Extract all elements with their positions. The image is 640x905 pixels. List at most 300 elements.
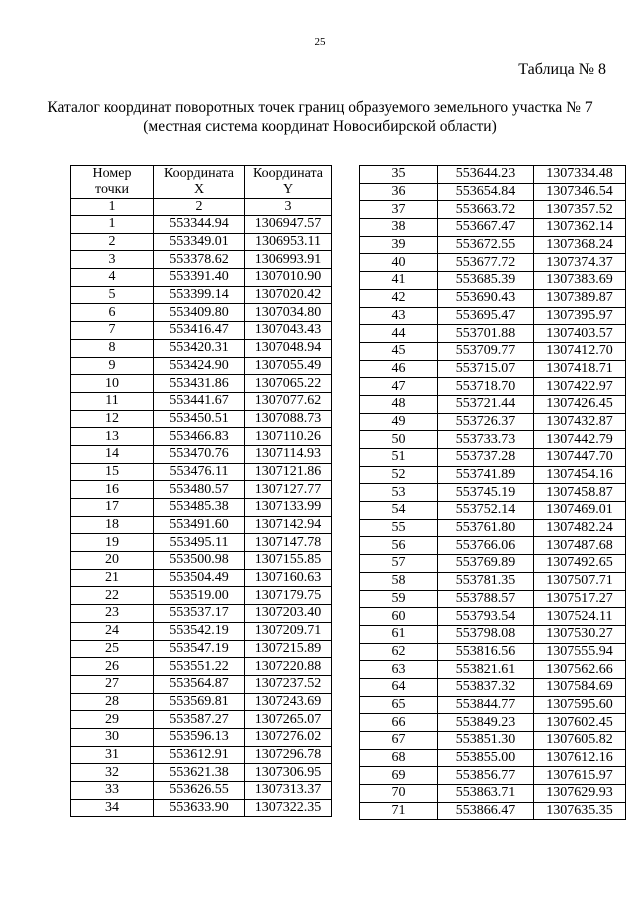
point-number-cell: 30	[71, 728, 154, 746]
coordinate-y-cell: 1307395.97	[534, 307, 626, 325]
coordinate-y-cell: 1307403.57	[534, 325, 626, 343]
coordinate-y-cell: 1307362.14	[534, 219, 626, 237]
coordinate-y-cell: 1306947.57	[245, 216, 332, 234]
coordinate-y-cell: 1307114.93	[245, 445, 332, 463]
coordinate-y-cell: 1307265.07	[245, 711, 332, 729]
coordinate-x-cell: 553485.38	[154, 499, 245, 517]
point-number-cell: 69	[360, 767, 438, 785]
coordinate-y-cell: 1307276.02	[245, 728, 332, 746]
coordinate-y-cell: 1307458.87	[534, 484, 626, 502]
title-line-2: (местная система координат Новосибирской области)	[143, 118, 497, 135]
header-row	[71, 166, 332, 199]
header-index-cell: 1	[71, 199, 154, 216]
table-row	[360, 555, 626, 573]
table-row	[71, 764, 332, 782]
table-row	[71, 392, 332, 410]
coordinate-y-cell: 1307602.45	[534, 714, 626, 732]
coordinate-y-cell: 1307492.65	[534, 555, 626, 573]
coordinate-x-cell: 553547.19	[154, 640, 245, 658]
table-row	[71, 286, 332, 304]
table-row	[71, 322, 332, 340]
coordinate-x-cell: 553621.38	[154, 764, 245, 782]
header-point-number	[71, 166, 154, 199]
coordinate-y-cell: 1307160.63	[245, 569, 332, 587]
table-row	[71, 799, 332, 817]
coordinate-y-cell: 1307374.37	[534, 254, 626, 272]
coordinate-y-cell: 1307203.40	[245, 605, 332, 623]
table-row	[360, 537, 626, 555]
point-number-cell: 28	[71, 693, 154, 711]
point-number-cell: 45	[360, 342, 438, 360]
coordinate-x-cell: 553537.17	[154, 605, 245, 623]
table-row	[360, 183, 626, 201]
coordinate-x-cell: 553441.67	[154, 392, 245, 410]
coordinate-x-cell: 553431.86	[154, 375, 245, 393]
coordinate-x-cell: 553500.98	[154, 552, 245, 570]
point-number-cell: 36	[360, 183, 438, 201]
table-row	[71, 216, 332, 234]
table-row	[71, 339, 332, 357]
table-row	[71, 251, 332, 269]
coordinate-y-cell: 1307584.69	[534, 678, 626, 696]
coordinate-y-cell: 1307110.26	[245, 428, 332, 446]
coordinate-x-cell: 553851.30	[438, 732, 534, 750]
table-row	[360, 767, 626, 785]
coordinate-y-cell: 1307635.35	[534, 802, 626, 820]
coordinate-x-cell: 553798.08	[438, 625, 534, 643]
coordinate-x-cell: 553837.32	[438, 678, 534, 696]
coordinate-x-cell: 553752.14	[438, 502, 534, 520]
point-number-cell: 50	[360, 431, 438, 449]
point-number-cell: 19	[71, 534, 154, 552]
coordinate-y-cell: 1307220.88	[245, 658, 332, 676]
table-row	[360, 484, 626, 502]
coordinate-x-cell: 553766.06	[438, 537, 534, 555]
table-row	[360, 254, 626, 272]
coordinate-y-cell: 1307469.01	[534, 502, 626, 520]
coordinate-x-cell: 553855.00	[438, 749, 534, 767]
point-number-cell: 38	[360, 219, 438, 237]
coordinate-x-cell: 553821.61	[438, 661, 534, 679]
coordinate-y-cell: 1307447.70	[534, 449, 626, 467]
point-number-cell: 21	[71, 569, 154, 587]
point-number-cell: 41	[360, 272, 438, 290]
coordinate-y-cell: 1307237.52	[245, 675, 332, 693]
point-number-cell: 66	[360, 714, 438, 732]
coordinate-y-cell: 1306993.91	[245, 251, 332, 269]
table-row	[71, 711, 332, 729]
coordinate-y-cell: 1307155.85	[245, 552, 332, 570]
table-row	[71, 445, 332, 463]
header-coordinate-y	[245, 166, 332, 199]
coordinate-x-cell: 553587.27	[154, 711, 245, 729]
table-row	[360, 502, 626, 520]
coordinate-y-cell: 1307562.66	[534, 661, 626, 679]
point-number-cell: 9	[71, 357, 154, 375]
point-number-cell: 65	[360, 696, 438, 714]
coordinate-x-cell: 553690.43	[438, 289, 534, 307]
coordinate-x-cell: 553667.47	[438, 219, 534, 237]
coordinate-x-cell: 553569.81	[154, 693, 245, 711]
table-row	[360, 678, 626, 696]
coordinate-x-cell: 553685.39	[438, 272, 534, 290]
table-row	[71, 605, 332, 623]
coordinate-x-cell: 553504.49	[154, 569, 245, 587]
coordinate-y-cell: 1307418.71	[534, 360, 626, 378]
table-row	[360, 236, 626, 254]
table-row	[360, 625, 626, 643]
header-coordinate-y-line2: Y	[282, 182, 294, 197]
table-row	[360, 413, 626, 431]
point-number-cell: 31	[71, 746, 154, 764]
coordinate-y-cell: 1307179.75	[245, 587, 332, 605]
coordinate-x-cell: 553695.47	[438, 307, 534, 325]
table-row	[360, 289, 626, 307]
table-row	[71, 569, 332, 587]
point-number-cell: 40	[360, 254, 438, 272]
point-number-cell: 11	[71, 392, 154, 410]
coordinate-x-cell: 553551.22	[154, 658, 245, 676]
coordinate-x-cell: 553769.89	[438, 555, 534, 573]
coordinate-x-cell: 553476.11	[154, 463, 245, 481]
coordinate-y-cell: 1307346.54	[534, 183, 626, 201]
table-row	[360, 519, 626, 537]
coordinate-x-cell: 553715.07	[438, 360, 534, 378]
point-number-cell: 29	[71, 711, 154, 729]
table-row	[71, 463, 332, 481]
coordinate-x-cell: 553856.77	[438, 767, 534, 785]
header-point-number-line1: Номер	[92, 166, 132, 181]
point-number-cell: 7	[71, 322, 154, 340]
coordinate-x-cell: 553816.56	[438, 643, 534, 661]
table-row	[71, 693, 332, 711]
coordinate-y-cell: 1307296.78	[245, 746, 332, 764]
coordinate-x-cell: 553663.72	[438, 201, 534, 219]
point-number-cell: 14	[71, 445, 154, 463]
point-number-cell: 63	[360, 661, 438, 679]
coordinate-y-cell: 1307524.11	[534, 608, 626, 626]
table-row	[71, 428, 332, 446]
table-row	[360, 572, 626, 590]
table-row	[71, 658, 332, 676]
coordinate-x-cell: 553654.84	[438, 183, 534, 201]
point-number-cell: 26	[71, 658, 154, 676]
coordinate-x-cell: 553844.77	[438, 696, 534, 714]
coordinate-y-cell: 1307426.45	[534, 395, 626, 413]
coordinate-y-cell: 1307368.24	[534, 236, 626, 254]
point-number-cell: 4	[71, 269, 154, 287]
coordinate-x-cell: 553745.19	[438, 484, 534, 502]
coordinate-y-cell: 1307595.60	[534, 696, 626, 714]
coordinate-y-cell: 1307010.90	[245, 269, 332, 287]
table-row	[360, 342, 626, 360]
point-number-cell: 49	[360, 413, 438, 431]
coordinate-x-cell: 553788.57	[438, 590, 534, 608]
table-row	[360, 166, 626, 184]
document-title	[0, 98, 640, 136]
coordinate-x-cell: 553542.19	[154, 622, 245, 640]
table-row	[71, 375, 332, 393]
coordinate-x-cell: 553596.13	[154, 728, 245, 746]
coordinate-x-cell: 553450.51	[154, 410, 245, 428]
point-number-cell: 55	[360, 519, 438, 537]
coordinate-x-cell: 553399.14	[154, 286, 245, 304]
table-row	[71, 746, 332, 764]
point-number-cell: 2	[71, 233, 154, 251]
coordinate-x-cell: 553866.47	[438, 802, 534, 820]
point-number-cell: 22	[71, 587, 154, 605]
table-row	[360, 307, 626, 325]
point-number-cell: 6	[71, 304, 154, 322]
coordinate-y-cell: 1307615.97	[534, 767, 626, 785]
point-number-cell: 12	[71, 410, 154, 428]
coordinate-x-cell: 553416.47	[154, 322, 245, 340]
table-row	[360, 714, 626, 732]
table-row	[71, 782, 332, 800]
coordinate-x-cell: 553781.35	[438, 572, 534, 590]
coordinate-y-cell: 1307313.37	[245, 782, 332, 800]
point-number-cell: 23	[71, 605, 154, 623]
table-row	[71, 552, 332, 570]
point-number-cell: 20	[71, 552, 154, 570]
coordinate-y-cell: 1307334.48	[534, 166, 626, 184]
table-row	[360, 696, 626, 714]
coordinate-y-cell: 1307048.94	[245, 339, 332, 357]
point-number-cell: 61	[360, 625, 438, 643]
point-number-cell: 58	[360, 572, 438, 590]
point-number-cell: 68	[360, 749, 438, 767]
header-index-cell: 2	[154, 199, 245, 216]
title-line-1: Каталог координат поворотных точек границ образуемого земельного участка № 7	[47, 99, 593, 116]
point-number-cell: 44	[360, 325, 438, 343]
coordinate-y-cell: 1307077.62	[245, 392, 332, 410]
coordinates-table-left	[70, 165, 332, 817]
coordinate-x-cell: 553733.73	[438, 431, 534, 449]
coordinate-y-cell: 1306953.11	[245, 233, 332, 251]
coordinate-x-cell: 553701.88	[438, 325, 534, 343]
coordinate-y-cell: 1307530.27	[534, 625, 626, 643]
table-row	[360, 643, 626, 661]
table-row	[71, 640, 332, 658]
coordinate-x-cell: 553564.87	[154, 675, 245, 693]
table-row	[71, 516, 332, 534]
point-number-cell: 35	[360, 166, 438, 184]
table-row	[360, 785, 626, 803]
coordinate-x-cell: 553470.76	[154, 445, 245, 463]
point-number-cell: 54	[360, 502, 438, 520]
coordinate-y-cell: 1307215.89	[245, 640, 332, 658]
table-row	[360, 219, 626, 237]
table-row	[71, 357, 332, 375]
point-number-cell: 10	[71, 375, 154, 393]
coordinate-x-cell: 553737.28	[438, 449, 534, 467]
table-row	[71, 481, 332, 499]
coordinate-x-cell: 553644.23	[438, 166, 534, 184]
header-index-cell: 3	[245, 199, 332, 216]
coordinate-y-cell: 1307517.27	[534, 590, 626, 608]
coordinate-y-cell: 1307020.42	[245, 286, 332, 304]
coordinate-x-cell: 553391.40	[154, 269, 245, 287]
header-coordinate-x	[154, 166, 245, 199]
point-number-cell: 32	[71, 764, 154, 782]
coordinate-y-cell: 1307442.79	[534, 431, 626, 449]
coordinate-x-cell: 553424.90	[154, 357, 245, 375]
coordinate-x-cell: 553721.44	[438, 395, 534, 413]
coordinate-x-cell: 553612.91	[154, 746, 245, 764]
table-row	[360, 431, 626, 449]
coordinate-y-cell: 1307555.94	[534, 643, 626, 661]
coordinate-y-cell: 1307357.52	[534, 201, 626, 219]
page-number: 25	[314, 36, 326, 48]
coordinate-x-cell: 553672.55	[438, 236, 534, 254]
point-number-cell: 15	[71, 463, 154, 481]
table-row	[360, 466, 626, 484]
header-coordinate-x-line2: X	[193, 182, 205, 197]
point-number-cell: 1	[71, 216, 154, 234]
coordinate-y-cell: 1307432.87	[534, 413, 626, 431]
table-row	[360, 802, 626, 820]
point-number-cell: 18	[71, 516, 154, 534]
coordinate-y-cell: 1307209.71	[245, 622, 332, 640]
coordinate-y-cell: 1307507.71	[534, 572, 626, 590]
coordinate-x-cell: 553793.54	[438, 608, 534, 626]
coordinate-y-cell: 1307243.69	[245, 693, 332, 711]
coordinate-y-cell: 1307065.22	[245, 375, 332, 393]
point-number-cell: 42	[360, 289, 438, 307]
coordinate-y-cell: 1307389.87	[534, 289, 626, 307]
coordinate-x-cell: 553633.90	[154, 799, 245, 817]
point-number-cell: 47	[360, 378, 438, 396]
coordinate-y-cell: 1307612.16	[534, 749, 626, 767]
table-row	[360, 590, 626, 608]
coordinate-x-cell: 553726.37	[438, 413, 534, 431]
table-row	[360, 360, 626, 378]
coordinate-y-cell: 1307422.97	[534, 378, 626, 396]
table-row	[71, 499, 332, 517]
coordinate-y-cell: 1307034.80	[245, 304, 332, 322]
table-row	[360, 272, 626, 290]
table-row	[360, 395, 626, 413]
coordinate-x-cell: 553480.57	[154, 481, 245, 499]
table-row	[71, 304, 332, 322]
point-number-cell: 53	[360, 484, 438, 502]
coordinate-x-cell: 553677.72	[438, 254, 534, 272]
point-number-cell: 64	[360, 678, 438, 696]
point-number-cell: 59	[360, 590, 438, 608]
coordinate-x-cell: 553761.80	[438, 519, 534, 537]
table-row	[360, 661, 626, 679]
point-number-cell: 27	[71, 675, 154, 693]
coordinate-x-cell: 553519.00	[154, 587, 245, 605]
table-label: Таблица № 8	[518, 61, 606, 78]
coordinate-y-cell: 1307147.78	[245, 534, 332, 552]
point-number-cell: 43	[360, 307, 438, 325]
coordinate-x-cell: 553344.94	[154, 216, 245, 234]
table-row	[71, 269, 332, 287]
table-row	[360, 749, 626, 767]
coordinate-x-cell: 553741.89	[438, 466, 534, 484]
coordinate-x-cell: 553626.55	[154, 782, 245, 800]
table-row	[360, 732, 626, 750]
coordinate-x-cell: 553849.23	[438, 714, 534, 732]
coordinate-x-cell: 553420.31	[154, 339, 245, 357]
point-number-cell: 48	[360, 395, 438, 413]
coordinate-y-cell: 1307127.77	[245, 481, 332, 499]
table-row	[71, 410, 332, 428]
table-row	[71, 233, 332, 251]
table-row	[360, 449, 626, 467]
point-number-cell: 37	[360, 201, 438, 219]
coordinate-y-cell: 1307629.93	[534, 785, 626, 803]
point-number-cell: 52	[360, 466, 438, 484]
coordinate-y-cell: 1307383.69	[534, 272, 626, 290]
coordinate-x-cell: 553349.01	[154, 233, 245, 251]
header-point-number-line2: точки	[95, 182, 129, 197]
table-row	[71, 534, 332, 552]
coordinate-y-cell: 1307454.16	[534, 466, 626, 484]
coordinates-table-right	[359, 165, 626, 820]
point-number-cell: 34	[71, 799, 154, 817]
coordinate-x-cell: 553495.11	[154, 534, 245, 552]
point-number-cell: 16	[71, 481, 154, 499]
table-row	[360, 608, 626, 626]
point-number-cell: 60	[360, 608, 438, 626]
coordinate-x-cell: 553718.70	[438, 378, 534, 396]
point-number-cell: 46	[360, 360, 438, 378]
coordinate-x-cell: 553466.83	[154, 428, 245, 446]
coordinate-x-cell: 553709.77	[438, 342, 534, 360]
table-row	[360, 325, 626, 343]
table-row	[71, 728, 332, 746]
header-coordinate-x-line1: Координата	[164, 166, 234, 181]
coordinate-y-cell: 1307121.86	[245, 463, 332, 481]
point-number-cell: 25	[71, 640, 154, 658]
coordinate-y-cell: 1307142.94	[245, 516, 332, 534]
header-index-row	[71, 199, 332, 216]
table-row	[71, 587, 332, 605]
point-number-cell: 56	[360, 537, 438, 555]
coordinate-y-cell: 1307043.43	[245, 322, 332, 340]
coordinate-y-cell: 1307605.82	[534, 732, 626, 750]
coordinate-y-cell: 1307412.70	[534, 342, 626, 360]
point-number-cell: 8	[71, 339, 154, 357]
table-row	[360, 378, 626, 396]
point-number-cell: 17	[71, 499, 154, 517]
table-row	[71, 675, 332, 693]
coordinate-y-cell: 1307482.24	[534, 519, 626, 537]
point-number-cell: 5	[71, 286, 154, 304]
table-row	[71, 622, 332, 640]
point-number-cell: 3	[71, 251, 154, 269]
point-number-cell: 57	[360, 555, 438, 573]
coordinate-y-cell: 1307322.35	[245, 799, 332, 817]
coordinate-x-cell: 553409.80	[154, 304, 245, 322]
point-number-cell: 67	[360, 732, 438, 750]
point-number-cell: 62	[360, 643, 438, 661]
point-number-cell: 71	[360, 802, 438, 820]
coordinate-y-cell: 1307133.99	[245, 499, 332, 517]
coordinate-x-cell: 553378.62	[154, 251, 245, 269]
coordinate-x-cell: 553863.71	[438, 785, 534, 803]
point-number-cell: 70	[360, 785, 438, 803]
header-coordinate-y-line1: Координата	[253, 166, 323, 181]
point-number-cell: 13	[71, 428, 154, 446]
point-number-cell: 33	[71, 782, 154, 800]
point-number-cell: 39	[360, 236, 438, 254]
coordinate-y-cell: 1307306.95	[245, 764, 332, 782]
point-number-cell: 24	[71, 622, 154, 640]
coordinate-y-cell: 1307088.73	[245, 410, 332, 428]
